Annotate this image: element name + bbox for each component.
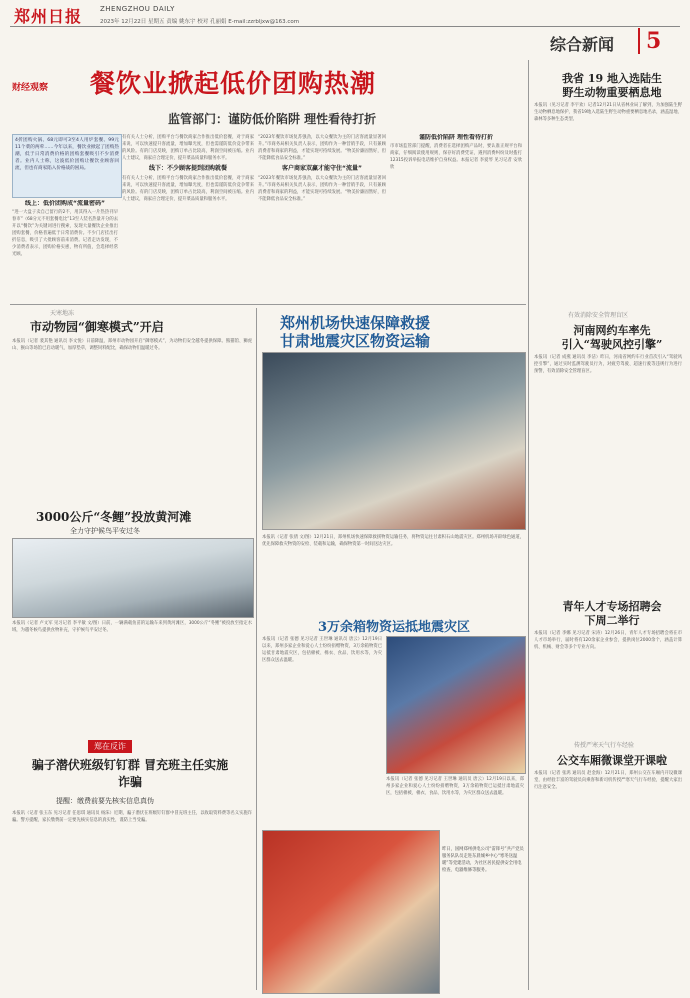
scam-text: 本报讯（记者 张玉东 见习记者 任思琪 通讯员 杨沫）近期，骗子潜伏在班级钉钉群中冒充班主任，以收取资料费等名义实施诈骗。警方提醒，家长缴费前一定要先核实信息的真实性，谨防上当受骗。 xyxy=(12,811,252,823)
power-service-photo xyxy=(262,830,440,994)
boxes-photo xyxy=(386,636,526,774)
jobs-title-line2: 下周二举行 xyxy=(584,614,640,627)
birds-text: 本报讯（见习记者 李宇欢）记者12月21日从省林业局了解到，为加强陆生野生动物栖息地保护，我省19地入选陆生野生动物重要栖息地名录，涵盖湿地、森林等多种生态类型。 xyxy=(534,103,682,122)
lead-column-3-text-b: “2023年餐饮市场复苏强劲，以大众餐饮为主的门店客流量显著回升。”市商务局相关负责人表示，团购作为一种营销手段，只有兼顾消费者和商家的利益，才能实现可持续发展。“物美价廉固然好，但不能降低食品安全标准。” xyxy=(258,176,386,202)
left-column-separator xyxy=(256,308,257,990)
lead-intro-box: 4折团购火锅、68元即可3至4人用炉套餐、99元11个菜的两荤……今年以来，餐饮业掀起了团购热潮，低于日常消费价格的团购套餐吸引不少消费者。业内人士称，这波低价团购让餐饮业顾客回流，但也有商家陷入价格战的困局。 xyxy=(12,134,122,198)
taxi-text: 本报讯（记者 成燕 通讯员 李洁）昨日，河南省网约车行业首次引入“驾驶风控引擎”，通过实时监测驾驶员行为，对疲劳驾驶、超速行驶等违规行为进行预警，有效消除安全管理盲区。 xyxy=(534,355,682,374)
boxes-title: 3万余箱物资运抵地震灾区 xyxy=(318,620,471,635)
masthead-meta: 2023年 12月22日 星期五 责编 姚东宇 校对 孔丽娟 E-mail:zzrbljxw@163.com xyxy=(100,19,300,25)
right-column-separator xyxy=(528,60,529,990)
jobs-title-line1: 青年人才专场招聘会 xyxy=(562,600,662,613)
lead-column-4 xyxy=(390,134,522,300)
lead-headline: 餐饮业掀起低价团购热潮 xyxy=(90,69,377,98)
lead-heading-watch: 谨防低价陷阱 理性看待打折 xyxy=(418,134,494,141)
river-text: 本报讯（记者 卢文军 见习记者 李平敏 文/图）日前，一辆满载鱼苗的运输车来到黄河滩区，3000公斤“冬鲤”被投放至指定水域，为越冬候鸟提供食物补充，守护候鸟平安过冬。 xyxy=(12,621,252,633)
river-photo xyxy=(12,538,254,618)
lead-column-3-text: “2023年餐饮市场复苏强劲，以大众餐饮为主的门店客流量显著回升。”市商务局相关负责人表示，团购作为一种营销手段，只有兼顾消费者和商家的利益，才能实现可持续发展。“物美价廉固然好，但不能降低食品安全标准。” xyxy=(258,135,386,161)
scam-tag: 郑在反诈 xyxy=(88,740,132,753)
lead-heading-down: 线下：不少顾客提到团购就餐 xyxy=(148,165,227,172)
lead-column-4-text: 市市场监管部门提醒，消费者在选择团购产品时，要认准正规平台和商家，仔细阅读使用规则，保存好消费凭证，遇到消费纠纷及时拨打12315投诉举报电话维护自身权益。本报记者 李爱琴 见习记者 安欣欣 xyxy=(390,144,522,170)
river-title: 3000公斤“冬鲤”投放黄河滩 xyxy=(36,510,192,524)
lead-column-2 xyxy=(122,134,254,300)
birds-title-line1: 我省 19 地入选陆生 xyxy=(562,72,662,85)
lead-heading-low: 线上：低价团购成“流量密码” xyxy=(25,200,105,207)
masthead-name-en: ZHENGZHOU DAILY xyxy=(100,5,175,13)
lead-column-2-text-b: 有有关人士分析，团购平台与餐饮商家合作推出低价套餐，对于商家来说，可以快速提升客流量，增加曝光度，但也需谨防低价竞争带来的风险。有的门店反映，团购订单占比较高，利润空间被压缩。业内人士建议，商家应合理定价，提升菜品质量和服务水平。 xyxy=(122,176,254,202)
boxes-text: 本报讯（记者 张德 见习记者 王世琳 通讯员 唐云）12月19日以来，郑州多家企业和爱心人士纷纷捐赠物资，3万余箱物资已运抵甘肃地震灾区，包括棉被、棉衣、食品、饮用水等，为灾区群众送去温暖。 xyxy=(262,637,382,663)
lead-column-2-text: 有有关人士分析，团购平台与餐饮商家合作推出低价套餐，对于商家来说，可以快速提升客流量，增加曝光度，但也需谨防低价竞争带来的风险。有的门店反映，团购订单占比较高，利润空间被压缩。业内人士建议，商家应合理定价，提升菜品质量和服务水平。 xyxy=(122,135,254,161)
lead-bottom-rule xyxy=(10,304,526,305)
column-brand: 财经观察 xyxy=(12,83,49,93)
power-service-caption: 昨日，国网郑州供电公司“雷锋号”共产党员服务队队员走进东晨城乡中心“寒冬送温暖”等党建活动，为社区居民提供安全用电检查、电器维修等服务。 xyxy=(442,847,524,873)
airport-title-line2: 甘肃地震灾区物资运输 xyxy=(280,332,431,350)
bus-tag: 传授严寒天气行车经验 xyxy=(574,742,635,749)
lead-column-1-text: “进一大盘子卖自己留行的2不，用其得入一片热热刊早春市”（68分元不用套餐电比”13至人装名热量开分的去开以“餐饮”为关键词进行搜索，发现大量餐饮企业推出团购套餐，价格普遍低于日常消费价。不少门店挂出打折信息，吸引了大批顾客前来消费。记者走访发现，不少消费者表示，团购价格实惠，物有所值，会选择经常光顾。 xyxy=(12,210,118,257)
airport-title-line1: 郑州机场快速保障救援 xyxy=(280,314,431,332)
lead-heading-trend: 客户商家双赢才能守住“流量” xyxy=(282,165,362,172)
masthead-rule xyxy=(10,26,680,27)
birds-title-line2: 野生动物重要栖息地 xyxy=(562,86,662,99)
jobs-text: 本报讯（记者 李娜 见习记者 宋涛）12月26日，青年人才专场招聘会将在市人才市场举行，届时将有120余家企业参会，提供岗位2000余个，涵盖计算机、机械、财会等多个专业方向。 xyxy=(534,631,682,650)
lead-column-1 xyxy=(12,200,118,300)
scam-subtitle: 提醒：缴费前要先核实信息真伪 xyxy=(56,797,154,805)
bus-text: 本报讯（记者 张鸿 通讯员 赵金海）12月21日，郑州公交在车厢内开设微课堂，由经验丰富的驾驶员向乘客和新司机传授严寒天气行车经验，提醒大家出行注意安全。 xyxy=(534,771,682,790)
zoo-tag: 天寒地冻 xyxy=(50,310,75,317)
page-number: 5 xyxy=(638,28,680,54)
masthead-logo: 郑州日报 xyxy=(14,7,83,26)
scam-title: 骗子潜伏班级钉钉群 冒充班主任实施诈骗 xyxy=(31,758,229,789)
zoo-title: 市动物园“御寒模式”开启 xyxy=(30,320,164,334)
lead-subhead: 监管部门：谨防低价陷阱 理性看待打折 xyxy=(168,112,377,126)
lead-column-3 xyxy=(258,134,386,300)
taxi-tag: 有效消除安全管理盲区 xyxy=(568,312,629,319)
airport-text: 本报讯（记者 张倩 文/图）12月21日，郑州机场快速保障救援物资运输任务，将物资运往甘肃积石山地震灾区。郑州机场开辟绿色通道，优先保障救灾物资的安检、装载和运输，确保物资第一时间送达灾区。 xyxy=(262,535,524,547)
zoo-text: 本报讯（记者 裴其艳 通讯员 李文悦）日前降温，郑州市动物园开启“御寒模式”，为动物们安全越冬提供保障。熊猫馆、狮虎山、猴山等场馆已启动暖气、加厚垫草，调整饲料配比，确保动物们温暖过冬。 xyxy=(12,339,252,351)
taxi-title-line2: 引入“驾驶风控引擎” xyxy=(561,338,663,351)
taxi-title-line1: 河南网约车率先 xyxy=(573,324,651,337)
river-subtitle: 全力守护候鸟平安过冬 xyxy=(70,527,140,535)
section-title: 综合新闻 xyxy=(550,35,615,54)
bus-title: 公交车厢微课堂开课啦 xyxy=(557,754,667,767)
boxes-caption: 本报讯（记者 张德 见习记者 王世琳 通讯员 唐云）12月19日以来，郑州多家企业和爱心人士纷纷捐赠物资，3万余箱物资已运抵甘肃地震灾区，包括棉被、棉衣、食品、饮用水等，为灾区群众送去温暖。 xyxy=(386,777,524,796)
airport-photo xyxy=(262,352,526,530)
